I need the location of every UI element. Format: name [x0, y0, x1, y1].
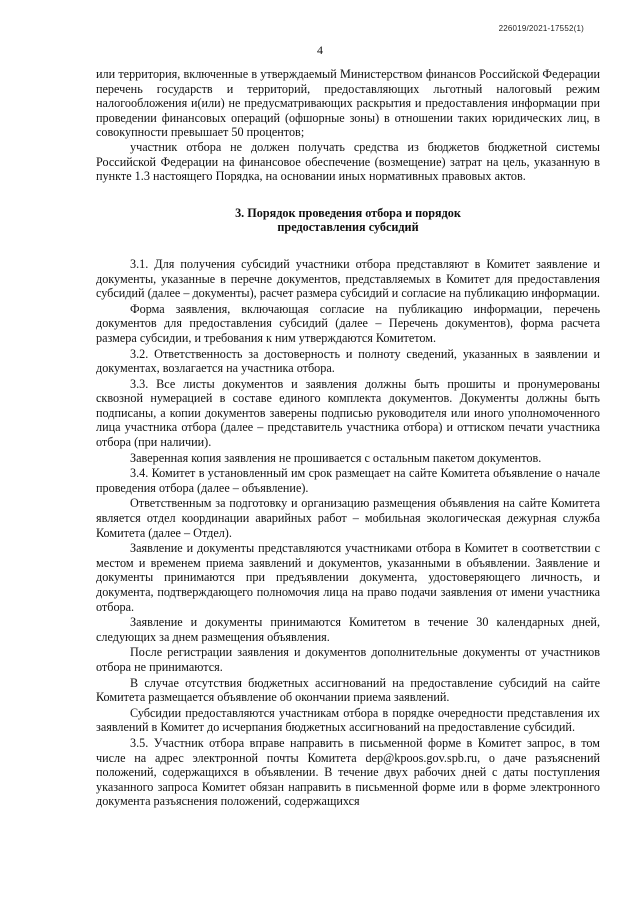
paragraph-3-3: 3.3. Все листы документов и заявления должны быть прошиты и пронумерованы сквозной нумерацией в составе единого комплекта документов. Документы должны быть подписаны, а копии документов заверены подписью руководителя или иного уполномоченного лица участника отбора (далее – представитель участника отбора) и оттиском печати участника отбора (при наличии). [96, 376, 600, 450]
paragraph: Заявление и документы представляются участниками отбора в Комитет в соответствии с местом и временем приема заявлений и документов, указанными в объявлении. Заявление и документы принимаются при предъявлении документа, удостоверяющего личность, и документа, подтверждающего полномочия лица на право подачи заявления от имени участника отбора. [96, 541, 600, 614]
paragraph: Форма заявления, включающая согласие на публикацию информации, перечень документов для предоставления субсидий (далее – Перечень документов), форма расчета размера субсидии, и требования к ним утверждаются Комитетом. [96, 301, 600, 345]
paragraph-3-5: 3.5. Участник отбора вправе направить в письменной форме в Комитет запрос, в том числе на адрес электронной почты Комитета dep@kpoos.gov.spb.ru, о даче разъяснений положений, содержащихся в объявлении. В течение двух рабочих дней с даты поступления указанного запроса Комитет обязан направить в письменной форме или в форме электронного документа разъяснения положений, содержащихся [96, 735, 600, 809]
paragraph: Заявление и документы принимаются Комитетом в течение 30 календарных дней, следующих за днем размещения объявления. [96, 615, 600, 644]
document-body [96, 67, 600, 809]
paragraph-3-2: 3.2. Ответственность за достоверность и полноту сведений, указанных в заявлении и документах, возлагается на участника отбора. [96, 346, 600, 376]
paragraph-3-1: 3.1. Для получения субсидий участники отбора представляют в Комитет заявление и документы, указанные в перечне документов, представляемых в Комитет для предоставления субсидий (далее – документы), расчет размера субсидий и согласие на публикацию информации. [96, 256, 600, 301]
page-number: 4 [317, 43, 323, 57]
paragraph: Заверенная копия заявления не прошивается с остальным пакетом документов. [130, 450, 542, 465]
document-id: 226019/2021-17552(1) [498, 24, 584, 33]
section-heading-line: 3. Порядок проведения отбора и порядок [235, 205, 461, 220]
paragraph-3-4: 3.4. Комитет в установленный им срок размещает на сайте Комитета объявление о начале проведения отбора (далее – объявление). [96, 466, 600, 495]
paragraph: После регистрации заявления и документов дополнительные документы от участников отбора не принимаются. [96, 645, 600, 674]
section-heading [96, 206, 600, 235]
paragraph: Ответственным за подготовку и организацию размещения объявления на сайте Комитета является отдел координации аварийных работ – мобильная экологическая дежурная служба Комитета (далее – Отдел). [96, 496, 600, 540]
paragraph: участник отбора не должен получать средства из бюджетов бюджетной системы Российской Федерации на финансовое обеспечение (возмещение) затрат на цель, указанную в пункте 1.3 настоящего Порядка, на основании иных нормативных правовых актов. [96, 139, 600, 184]
paragraph: В случае отсутствия бюджетных ассигнований на предоставление субсидий на сайте Комитета размещается объявление об окончании приема заявлений. [96, 675, 600, 705]
paragraph: Субсидии предоставляются участникам отбора в порядке очередности представления их заявлений в Комитет до исчерпания бюджетных ассигнований на предоставление субсидий. [96, 705, 600, 735]
section-heading-line: предоставления субсидий [277, 220, 419, 235]
paragraph-continuation: или территория, включенные в утверждаемый Министерством финансов Российской Федерации перечень государств и территорий, предоставляющих льготный налоговый режим налогообложения и(или) не предусматривающих раскрытия и предоставления информации при проведении финансовых операций (офшорные зоны) в отношении таких юридических лиц, в совокупности превышает 50 процентов; [96, 67, 600, 140]
